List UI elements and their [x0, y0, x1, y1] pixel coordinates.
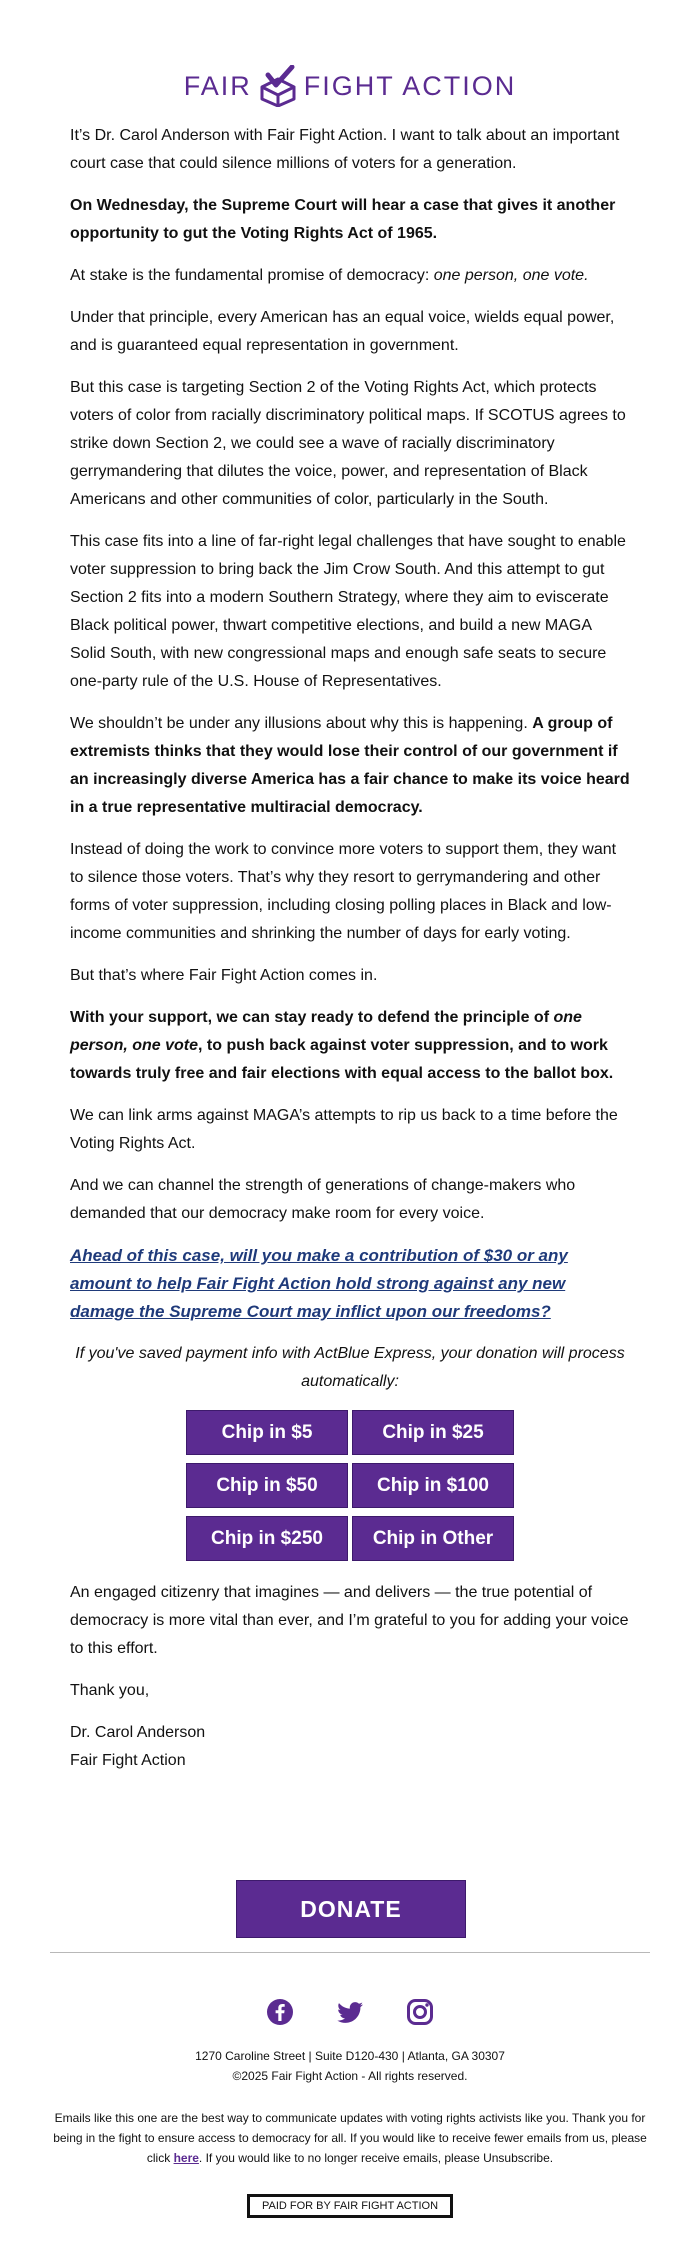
paragraph-supreme-court: On Wednesday, the Supreme Court will hear a case that gives it another opportunity to gut the Voting Rights Act of 1965. [70, 197, 616, 242]
paragraph-link-arms: We can link arms against MAGA’s attempts to rip us back to a time before the Voting Rights Act. [70, 1107, 618, 1152]
facebook-icon[interactable] [266, 1998, 294, 2026]
chip-in-250-button[interactable]: Chip in $250 [186, 1516, 348, 1561]
paragraph-stake: At stake is the fundamental promise of democracy: one person, one vote. [70, 267, 589, 284]
paragraph-closing: An engaged citizenry that imagines — and delivers — the true potential of democracy is more vital than ever, and I’m grateful to you for adding your voice to this effort. [70, 1584, 629, 1657]
logo-word-right: FIGHT ACTION [303, 70, 517, 101]
fewer-emails-link[interactable]: here [173, 2151, 199, 2165]
actblue-note: If you've saved payment info with ActBlue Express, your donation will process automatically: [75, 1345, 625, 1390]
footer-address: 1270 Caroline Street | Suite D120-430 | Atlanta, GA 30307 [195, 2049, 505, 2063]
signoff: Thank you, [70, 1682, 150, 1699]
logo-word-left: FAIR [183, 70, 252, 101]
chip-in-buttons [70, 1410, 630, 1561]
chip-in-50-button[interactable]: Chip in $50 [186, 1463, 348, 1508]
chip-in-100-button[interactable]: Chip in $100 [352, 1463, 514, 1508]
paragraph-channel-strength: And we can channel the strength of generations of change-makers who demanded that our democracy make room for every voice. [70, 1177, 576, 1222]
paragraph-ffa-comes-in: But that’s where Fair Fight Action comes in. [70, 967, 378, 984]
ballot-box-checkmark-icon [258, 65, 298, 107]
signer-name: Dr. Carol Anderson [70, 1724, 206, 1741]
social-links [0, 1998, 700, 2026]
email-body [70, 122, 630, 1775]
fair-fight-action-logo [0, 60, 700, 112]
divider [50, 1952, 650, 1953]
paragraph-legal-challenges: This case fits into a line of far-right legal challenges that have sought to enable voter suppression to bring back the Jim Crow South. And this attempt to gut Section 2 fits into a modern Southern Strategy, where they aim to eviscerate Black political power, thwart competitive elections, and build a new MAGA Solid South, with new congressional maps and enough safe seats to secure one-party rule of the U.S. House of Representatives. [70, 533, 626, 690]
signer-org: Fair Fight Action [70, 1752, 186, 1769]
chip-in-25-button[interactable]: Chip in $25 [352, 1410, 514, 1455]
paragraph-principle: Under that principle, every American has an equal voice, wields equal power, and is guaranteed equal representation in government. [70, 309, 615, 354]
paragraph-voter-suppression: Instead of doing the work to convince more voters to support them, they want to silence those voters. That’s why they resort to gerrymandering and other forms of voter suppression, including closing polling places in Black and low-income communities and shrinking the number of days for early voting. [70, 841, 617, 942]
paid-for-disclaimer: PAID FOR BY FAIR FIGHT ACTION [247, 2194, 453, 2218]
contribution-link[interactable]: Ahead of this case, will you make a contribution of $30 or any amount to help Fair Fight Action hold strong against any new damage the Supreme Court may inflict upon our freedoms? [70, 1246, 568, 1321]
footer-notice: Emails like this one are the best way to communicate updates with voting rights activists like you. Thank you for being in the fight to ensure access to democracy for all. If you would like to receive fewer emails from us, please click here. If you would like to no longer receive emails, please Unsubscribe. [53, 2111, 647, 2165]
paragraph-illusions: We shouldn’t be under any illusions about why this is happening. A group of extremists thinks that they would lose their control of our government if an increasingly diverse America has a fair chance to make its voice heard in a true representative multiracial democracy. [70, 715, 630, 816]
chip-in-5-button[interactable]: Chip in $5 [186, 1410, 348, 1455]
chip-in-other-button[interactable]: Chip in Other [352, 1516, 514, 1561]
twitter-icon[interactable] [336, 1998, 364, 2026]
signature [70, 1719, 630, 1775]
paragraph-section-2: But this case is targeting Section 2 of the Voting Rights Act, which protects voters of color from racially discriminatory political maps. If SCOTUS agrees to strike down Section 2, we could see a wave of racially discriminatory gerrymandering that dilutes the voice, power, and representation of Black Americans and other communities of color, particularly in the South. [70, 379, 626, 508]
footer-copyright: ©2025 Fair Fight Action - All rights reserved. [232, 2069, 468, 2083]
paragraph-intro: It’s Dr. Carol Anderson with Fair Fight Action. I want to talk about an important court case that could silence millions of voters for a generation. [70, 127, 620, 172]
instagram-icon[interactable] [406, 1998, 434, 2026]
donate-button[interactable]: DONATE [236, 1880, 466, 1938]
paragraph-support: With your support, we can stay ready to defend the principle of one person, one vote, to push back against voter suppression, and to work towards truly free and fair elections with equal access to the ballot box. [70, 1009, 614, 1082]
